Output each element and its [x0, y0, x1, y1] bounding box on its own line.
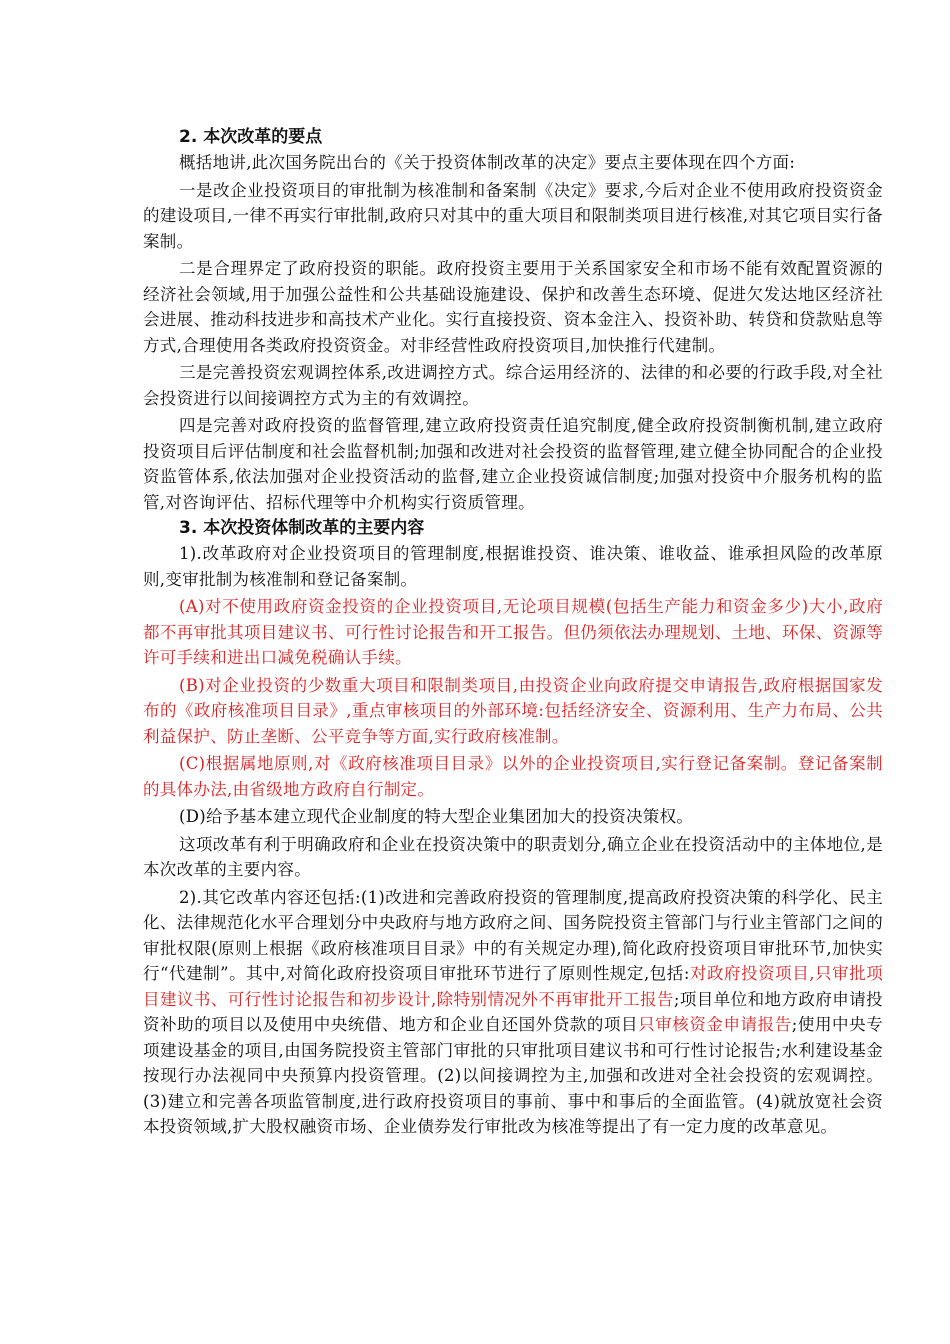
section-2-heading: 2. 本次改革的要点 — [179, 127, 323, 147]
point-1-paragraph: 一是改企业投资项目的审批制为核准制和备案制《决定》要求,今后对企业不使用政府投资资金的建设项目,一律不再实行审批制,政府只对其中的重大项目和限制类项目进行核准,对其它项目实行备案制。 — [143, 180, 883, 251]
item-2-highlight-1: 对政府投资项目,只审批项目建议书、可行性讨论报告和初步设计,除特别情况外不再审批开工报告 — [143, 964, 883, 1009]
summary-paragraph: 这项改革有利于明确政府和企业在投资决策中的职责划分,确立企业在投资活动中的主体地位,是本次改革的主要内容。 — [143, 834, 883, 879]
item-1-intro: 1).改革政府对企业投资项目的管理制度,根据谁投资、谁决策、谁收益、谁承担风险的改革原则,变审批制为核准制和登记备案制。 — [143, 544, 883, 589]
item-a-paragraph: (A)对不使用政府资金投资的企业投资项目,无论项目规模(包括生产能力和资金多少)大小,政府都不再审批其项目建议书、可行性讨论报告和开工报告。但仍须依法办理规划、土地、环保、资源等许可手续和进出口减免税确认手续。 — [143, 597, 883, 667]
document-page — [143, 124, 883, 1140]
point-4-paragraph: 四是完善对政府投资的监督管理,建立政府投资责任追究制度,健全政府投资制衡机制,建立政府投资项目后评估制度和社会监督机制;加强和改进对社会投资的监督管理,建立健全协同配合的企业投资监管体系,依法加强对企业投资活动的监督,建立企业投资诚信制度;加强对投资中介服务机构的监管,对咨询评估、招标代理等中介机构实行资质管理。 — [143, 416, 883, 512]
item-b-paragraph: (B)对企业投资的少数重大项目和限制类项目,由投资企业向政府提交申请报告,政府根据国家发布的《政府核准项目目录》,重点审核项目的外部环境:包括经济安全、资源利用、生产力布局、公共利益保护、防止垄断、公平竞争等方面,实行政府核准制。 — [143, 675, 883, 746]
item-2-text-part-3: ;使用中央专项建设基金的项目,由国务院投资主管部门审批的只审批项目建议书和可行性讨论报告;水利建设基金按现行办法视同中央预算内投资管理。(2)以间接调控为主,加强和改进对全社会投资的宏观调控。(3)建立和完善各项监管制度,进行政府投资项目的事前、事中和事后的全面监管。(4)就放宽社会资本投资领域,扩大股权融资市场、企业债券发行审批改为核准等提出了有一定力度的改革意见。 — [143, 1015, 884, 1136]
section-3-heading: 3. 本次投资体制改革的主要内容 — [179, 518, 425, 538]
point-3-paragraph: 三是完善投资宏观调控体系,改进调控方式。综合运用经济的、法律的和必要的行政手段,对全社会投资进行以间接调控方式为主的有效调控。 — [143, 363, 883, 408]
section-2-intro: 概括地讲,此次国务院出台的《关于投资体制改革的决定》要点主要体现在四个方面: — [179, 153, 796, 172]
item-2-text-part-1: 2).其它改革内容还包括:(1)改进和完善政府投资的管理制度,提高政府投资决策的科学化、民主化、法律规范化水平合理划分中央政府与地方政府之间、国务院投资主管部门与行业主管部门之间的审批权限(原则上根据《政府核准项目目录》中的有关规定办理),简化政府投资项目审批环节,加快实行“代建制”。其中,对简化政府投资项目审批环节进行了原则性规定,包括: — [143, 887, 883, 983]
item-d-paragraph: (D)给予基本建立现代企业制度的特大型企业集团加大的投资决策权。 — [179, 807, 694, 826]
item-2-highlight-2: 只审核资金申请报告 — [638, 1015, 792, 1034]
item-c-paragraph: (C)根据属地原则,对《政府核准项目目录》以外的企业投资项目,实行登记备案制。登记备案制的具体办法,由省级地方政府自行制定。 — [143, 754, 883, 799]
item-2-text-part-2: ;项目单位和地方政府申请投资补助的项目以及使用中央统借、地方和企业自还国外贷款的项目 — [143, 989, 883, 1034]
item-2-paragraph — [143, 885, 883, 1140]
point-2-paragraph: 二是合理界定了政府投资的职能。政府投资主要用于关系国家安全和市场不能有效配置资源的经济社会领域,用于加强公益性和公共基础设施建设、保护和改善生态环境、促进欠发达地区经济社会进展、推动科技进步和高技术产业化。实行直接投资、资本金注入、投资补助、转贷和贷款贴息等方式,合理使用各类政府投资资金。对非经营性政府投资项目,加快推行代建制。 — [143, 259, 883, 355]
